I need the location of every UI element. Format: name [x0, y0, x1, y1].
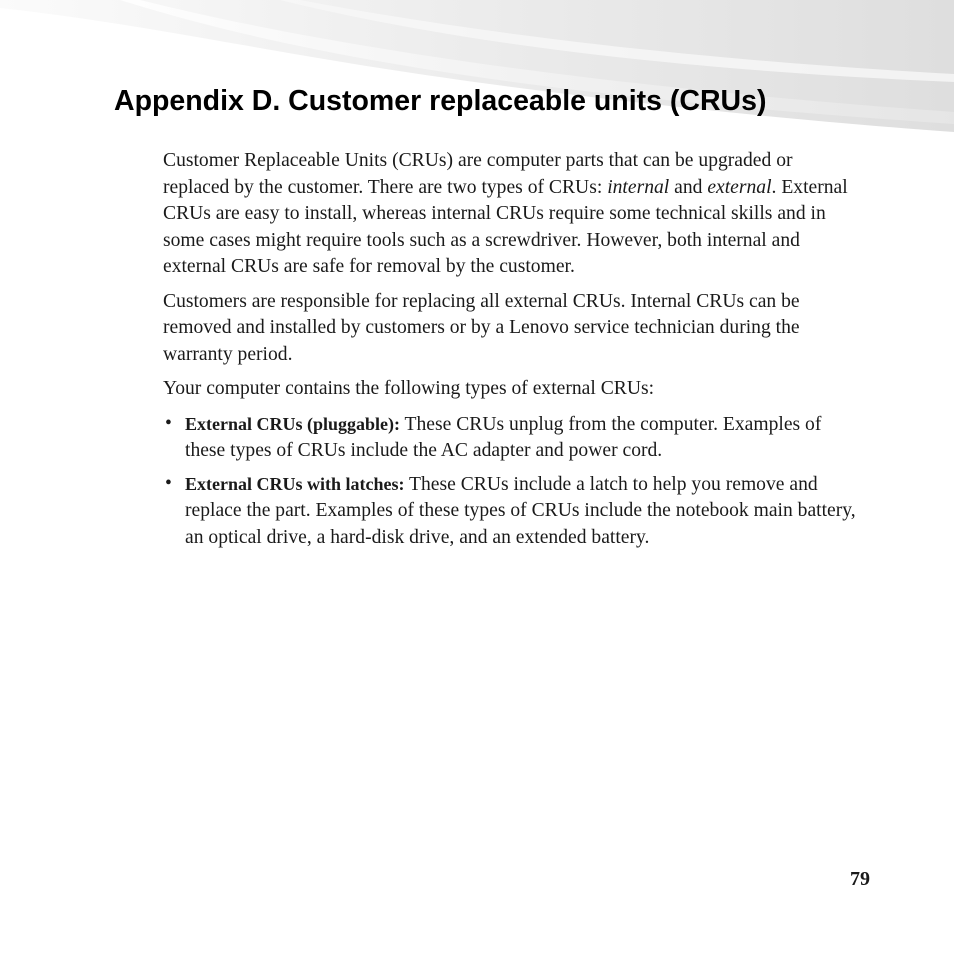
list-item-text: These CRUs unplug from the computer. Examples of these types of CRUs include the AC adapter and power cord. [185, 413, 822, 461]
list-item [163, 471, 863, 552]
list-item-term: External CRUs with latches: [185, 473, 405, 494]
external-term: external [707, 176, 772, 198]
intro-paragraph [163, 148, 863, 281]
content-body [163, 148, 863, 557]
bullet-icon: • [165, 472, 172, 494]
intro-text-1: Customer Replaceable Units (CRUs) are computer parts that can be upgraded or replaced by the customer. There are two types of CRUs: [163, 150, 793, 198]
page-number: 79 [850, 868, 870, 890]
list-intro: Your computer contains the following types of external CRUs: [163, 378, 655, 399]
internal-term: internal [607, 176, 670, 198]
intro-text-2: . External CRUs are easy to install, whereas internal CRUs require some technical skills and in some cases might require tools such as a screwdriver. However, both internal and external CRUs are safe for removal by the customer. [163, 176, 848, 277]
page-title: Appendix D. Customer replaceable units (CRUs) [114, 85, 767, 117]
cru-type-list [163, 411, 863, 552]
intro-and: and [669, 176, 708, 198]
responsibility-paragraph: Customers are responsible for replacing all external CRUs. Internal CRUs can be removed and installed by customers or by a Lenovo service technician during the warranty period. [163, 290, 800, 365]
list-item [163, 411, 863, 465]
header-swoosh-decoration [0, 0, 954, 140]
list-item-term: External CRUs (pluggable): [185, 413, 400, 434]
bullet-icon: • [165, 412, 172, 434]
list-item-text: These CRUs include a latch to help you remove and replace the part. Examples of these types of CRUs include the notebook main battery, an optical drive, a hard-disk drive, and an extended battery. [185, 473, 856, 548]
